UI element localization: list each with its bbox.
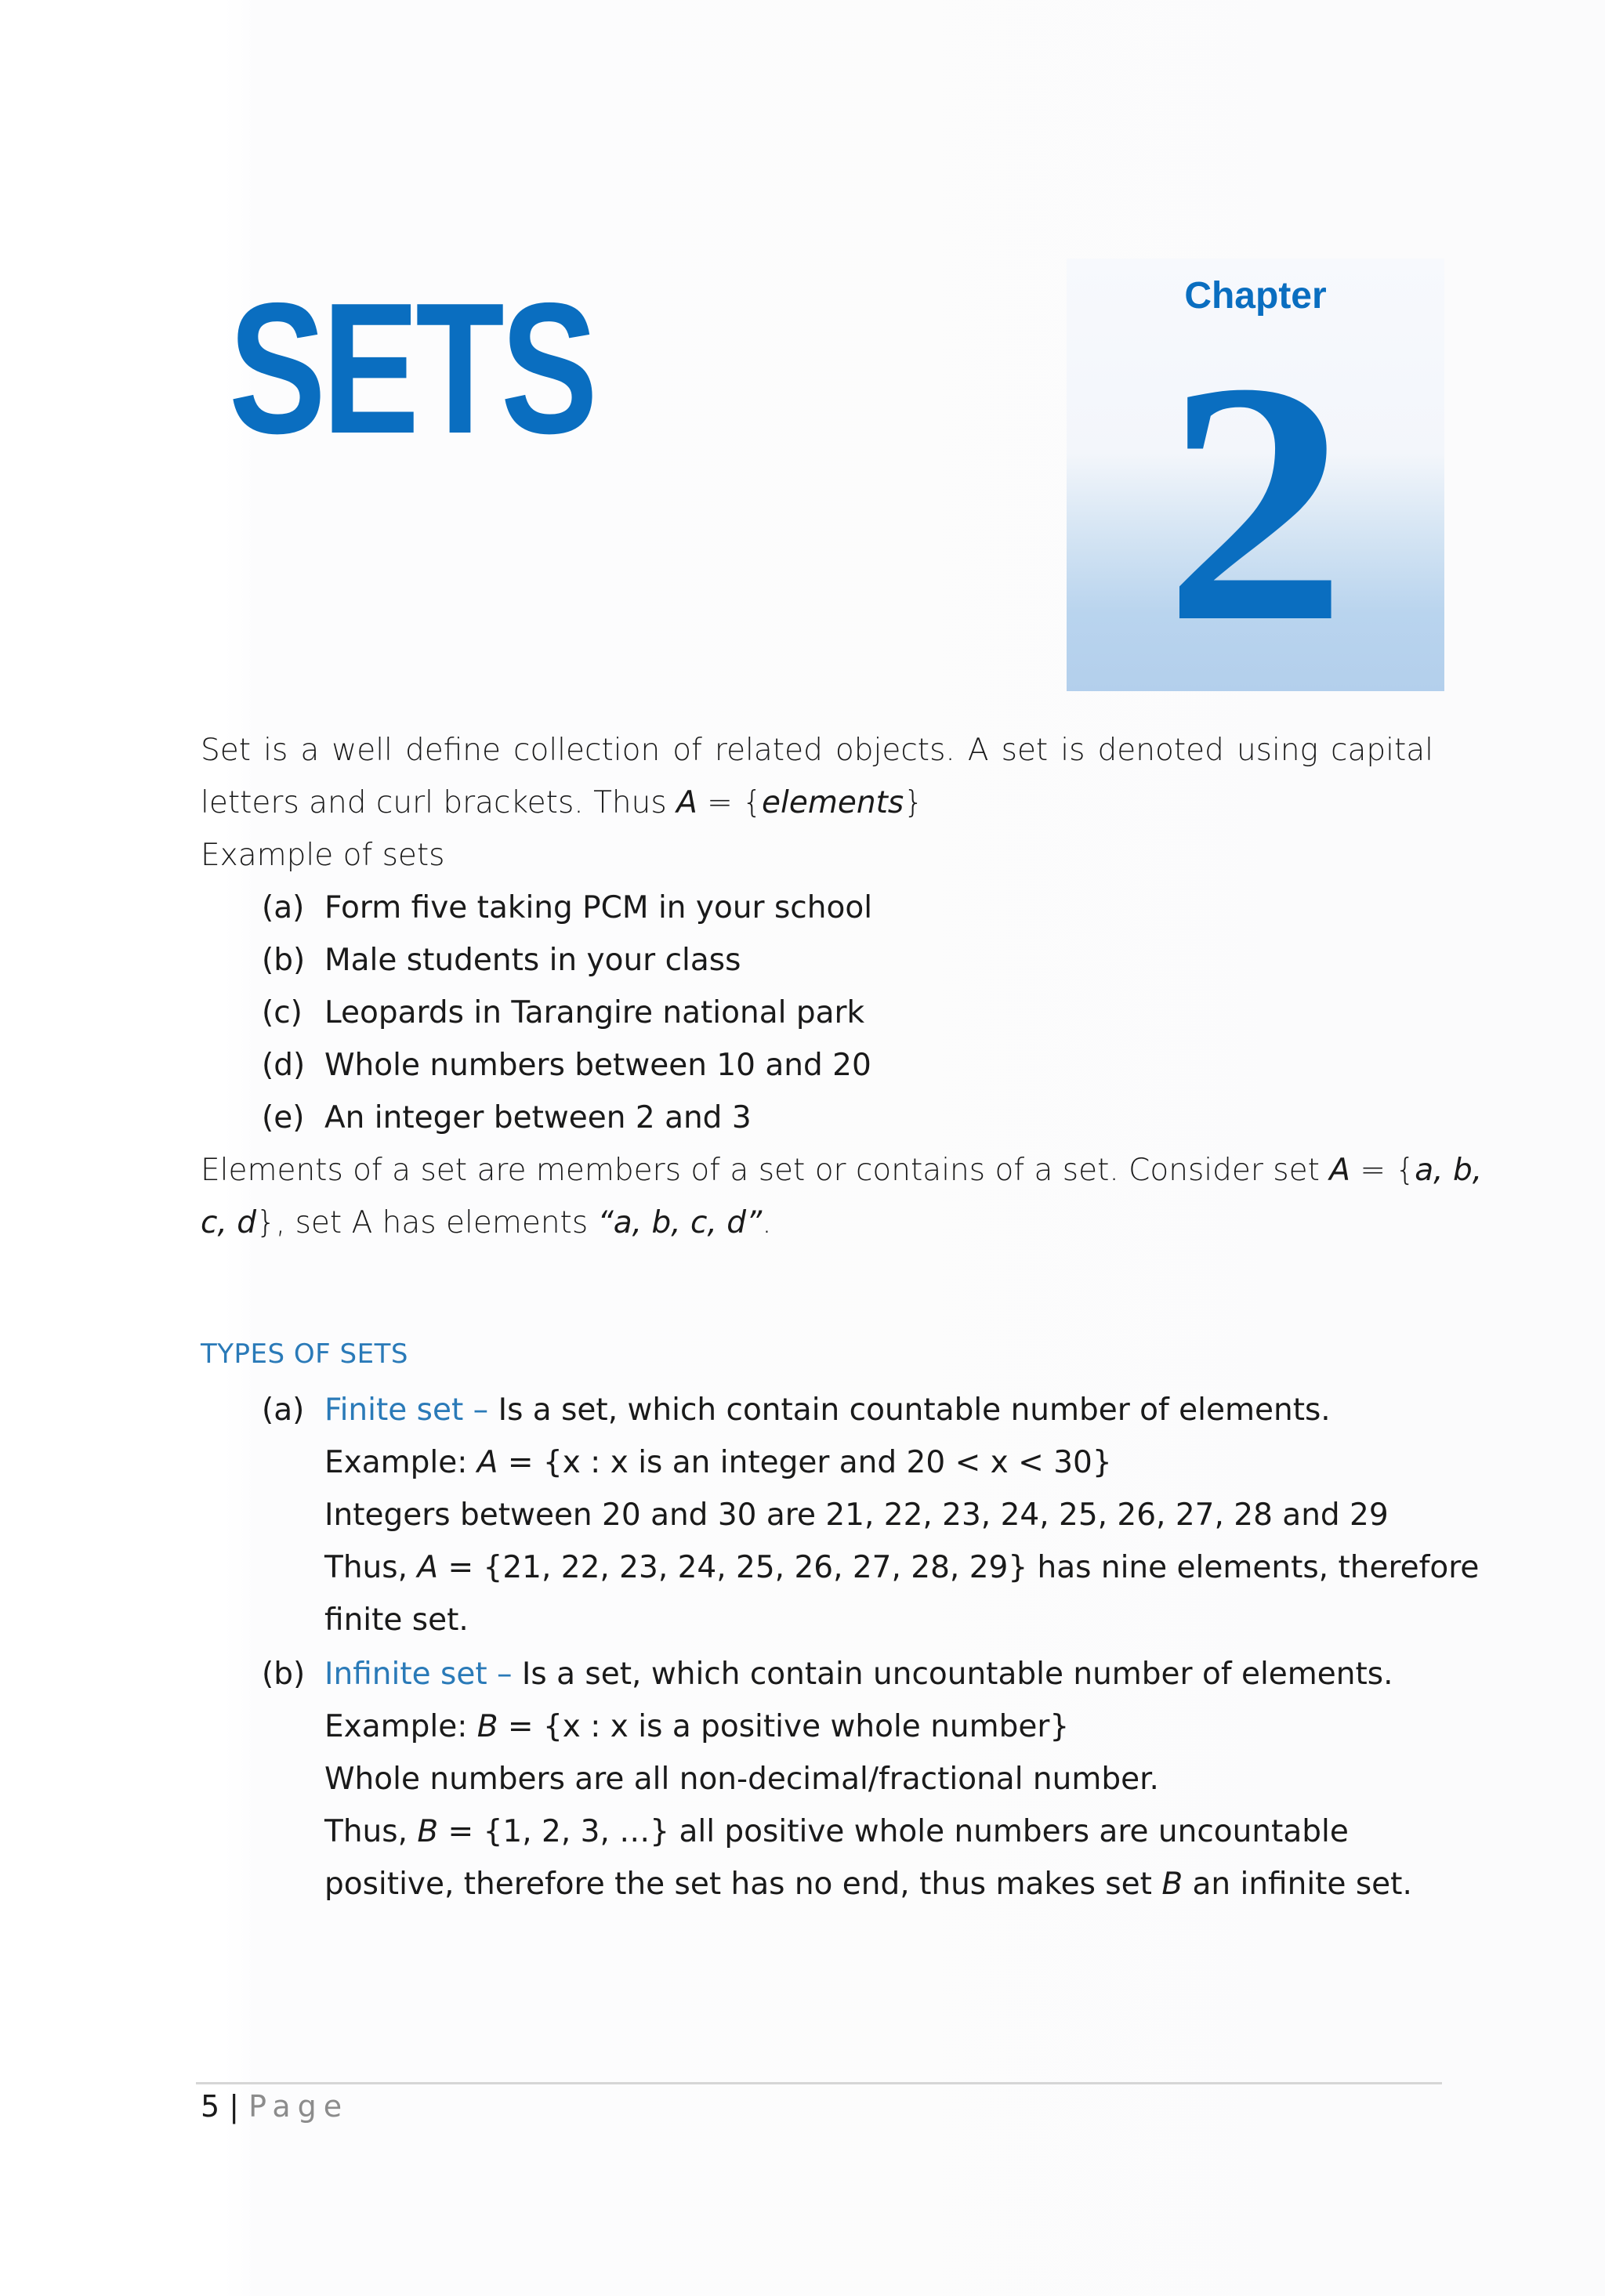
elements-line-1: Elements of a set are members of a set or contains of a set. Consider set A = {a, b, [201,1153,1483,1188]
infinite-line-5: positive, therefore the set has no end, thus makes set B an infinite set. [324,1867,1412,1902]
examples-heading: Example of sets [201,838,445,873]
list-item: (c) Leopards in Tarangire national park [262,995,865,1030]
infinite-set-item [262,1648,1437,1910]
page-number: 5 [201,2089,220,2124]
chapter-number: 2 [1164,312,1347,694]
list-item: (a) Finite set – Is a set, which contain countable number of elements. [262,1392,1331,1428]
elements-line-2: c, d}, set A has elements “a, b, c, d”. [201,1205,772,1240]
chapter-badge [1067,259,1444,694]
list-item: (d) Whole numbers between 10 and 20 [262,1048,871,1083]
list-item: (a) Form five taking PCM in your school [262,890,873,925]
finite-line-4: Thus, A = {21, 22, 23, 24, 25, 26, 27, 28, 29} has nine elements, therefore [324,1550,1480,1585]
examples-list [262,882,1437,1144]
elements-paragraph [201,1144,1483,1249]
page-footer: 5 | Page [201,2089,350,2124]
finite-set-term: Finite set – [324,1392,498,1428]
finite-line-5: finite set. [324,1602,469,1638]
chapter-title: SETS [229,265,595,473]
list-item: (b) Male students in your class [262,943,741,978]
infinite-line-3: Whole numbers are all non-decimal/fractional number. [324,1762,1159,1797]
finite-set-item [262,1384,1480,1646]
infinite-line-4: Thus, B = {1, 2, 3, …} all positive whole numbers are uncountable [324,1814,1349,1849]
finite-line-3: Integers between 20 and 30 are 21, 22, 23, 24, 25, 26, 27, 28 and 29 [324,1497,1389,1533]
list-item: (e) An integer between 2 and 3 [262,1100,752,1135]
types-heading: TYPES OF SETS [201,1338,408,1370]
infinite-example: Example: B = {x : x is a positive whole number} [324,1709,1070,1744]
page-word: Page [248,2089,350,2124]
intro-line-2: letters and curl brackets. Thus A = {elements} [201,785,924,820]
intro-line-1: Set is a well define collection of related objects. A set is denoted using capital [201,733,1433,768]
infinite-set-term: Infinite set – [324,1657,522,1692]
footer-divider [196,2082,1442,2084]
finite-example: Example: A = {x : x is an integer and 20 < x < 30} [324,1445,1112,1480]
list-item: (b) Infinite set – Is a set, which contain uncountable number of elements. [262,1657,1393,1692]
chapter-label: Chapter [1184,275,1327,317]
intro-paragraph [201,724,1433,882]
